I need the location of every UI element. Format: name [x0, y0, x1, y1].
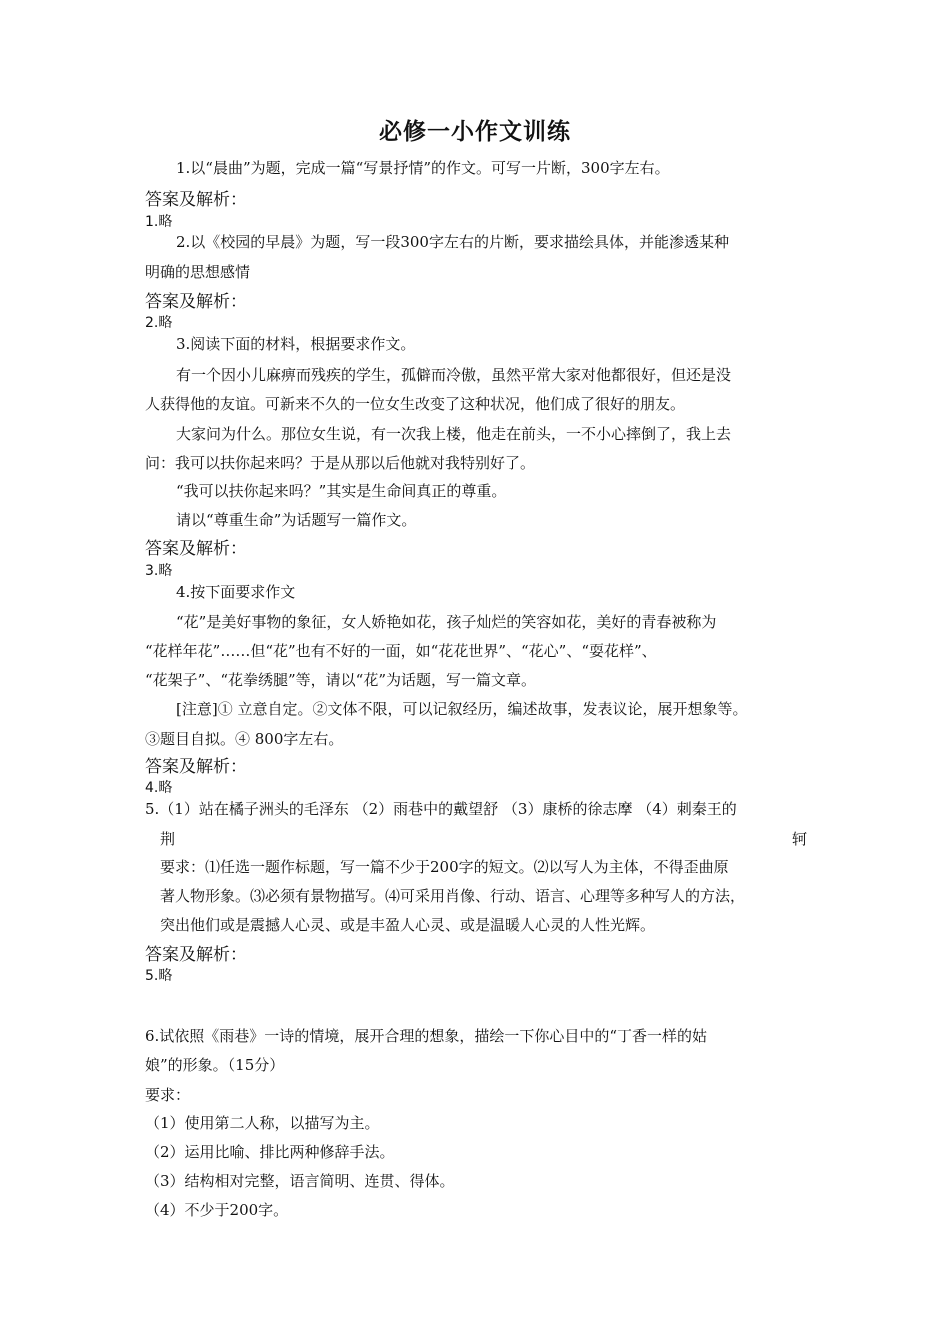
question-6-requirement-1: （1）使用第二人称，以描写为主。	[145, 1114, 380, 1132]
question-4-para-1-line-2: “花样年花”……但“花”也有不好的一面，如“花花世界”、“花心”、“耍花样”、	[145, 642, 657, 660]
question-3-para-3: “我可以扶你起来吗？”其实是生命间真正的尊重。	[176, 482, 507, 500]
answer-1: 1.略	[145, 214, 173, 230]
question-3-para-2-line-2: 问：我可以扶你起来吗？于是从那以后他就对我特别好了。	[145, 454, 536, 472]
answer-2: 2.略	[145, 315, 173, 331]
question-6-requirement-3: （3）结构相对完整，语言简明、连贯、得体。	[145, 1172, 455, 1190]
page-title: 必修一小作文训练	[379, 119, 571, 145]
question-3-para-1-line-2: 人获得他的友谊。可新来不久的一位女生改变了这种状况，他们成了很好的朋友。	[145, 395, 686, 413]
question-5-requirement-line-2: 著人物形象。⑶必须有景物描写。⑷可采用肖像、行动、语言、心理等多种写人的方法，	[160, 887, 746, 905]
question-1: 1.以“晨曲”为题，完成一篇“写景抒情”的作文。可写一片断，300字左右。	[176, 159, 670, 177]
question-6-requirement-label: 要求：	[145, 1086, 191, 1104]
answer-label-3: 答案及解析：	[145, 539, 247, 559]
question-6-requirement-2: （2）运用比喻、排比两种修辞手法。	[145, 1143, 395, 1161]
answer-4: 4.略	[145, 780, 173, 796]
question-4-intro: 4.按下面要求作文	[176, 583, 296, 601]
answer-label-2: 答案及解析：	[145, 292, 247, 312]
question-2-line-2: 明确的思想感情	[145, 263, 251, 281]
question-5-line-2-left: 荆	[160, 830, 176, 848]
question-5-line-1: 5.（1）站在橘子洲头的毛泽东 （2）雨巷中的戴望舒 （3）康桥的徐志摩 （4）刺秦王的	[145, 800, 737, 818]
question-3-para-1-line-1: 有一个因小儿麻痹而残疾的学生，孤僻而冷傲，虽然平常大家对他都很好，但还是没	[176, 366, 732, 384]
question-2-line-1: 2.以《校园的早晨》为题，写一段300字左右的片断，要求描绘具体，并能渗透某种	[176, 233, 729, 251]
question-5-requirement-line-1: 要求：⑴任选一题作标题，写一篇不少于200字的短文。⑵以写人为主体，不得歪曲原	[160, 858, 729, 876]
question-4-note-line-2: ③题目自拟。④ 800字左右。	[145, 730, 344, 748]
answer-3: 3.略	[145, 563, 173, 579]
answer-5: 5.略	[145, 968, 173, 984]
question-3-para-4: 请以“尊重生命”为话题写一篇作文。	[176, 511, 417, 529]
question-4-para-1-line-1: “花”是美好事物的象征，女人娇艳如花，孩子灿烂的笑容如花，美好的青春被称为	[176, 613, 717, 631]
question-5-line-2	[160, 829, 807, 849]
question-4-para-1-line-3: “花架子”、“花拳绣腿”等，请以“花”为话题，写一篇文章。	[145, 671, 537, 689]
answer-label-4: 答案及解析：	[145, 757, 247, 777]
question-3-intro: 3.阅读下面的材料，根据要求作文。	[176, 335, 416, 353]
question-6-line-1: 6.试依照《雨巷》一诗的情境，展开合理的想象，描绘一下你心目中的“丁香一样的姑	[145, 1027, 707, 1045]
question-3-para-2-line-1: 大家问为什么。那位女生说，有一次我上楼，他走在前头，一不小心摔倒了，我上去	[176, 425, 732, 443]
question-5-line-2-right: 轲	[791, 830, 807, 848]
question-5-requirement-line-3: 突出他们或是震撼人心灵、或是丰盈人心灵、或是温暖人心灵的人性光辉。	[160, 916, 656, 934]
question-6-requirement-4: （4）不少于200字。	[145, 1201, 289, 1219]
answer-label-1: 答案及解析：	[145, 190, 247, 210]
question-6-line-2: 娘”的形象。（15分）	[145, 1056, 285, 1074]
question-4-note-line-1: [注意]① 立意自定。②文体不限，可以记叙经历，编述故事，发表议论，展开想象等。	[176, 700, 748, 718]
answer-label-5: 答案及解析：	[145, 945, 247, 965]
